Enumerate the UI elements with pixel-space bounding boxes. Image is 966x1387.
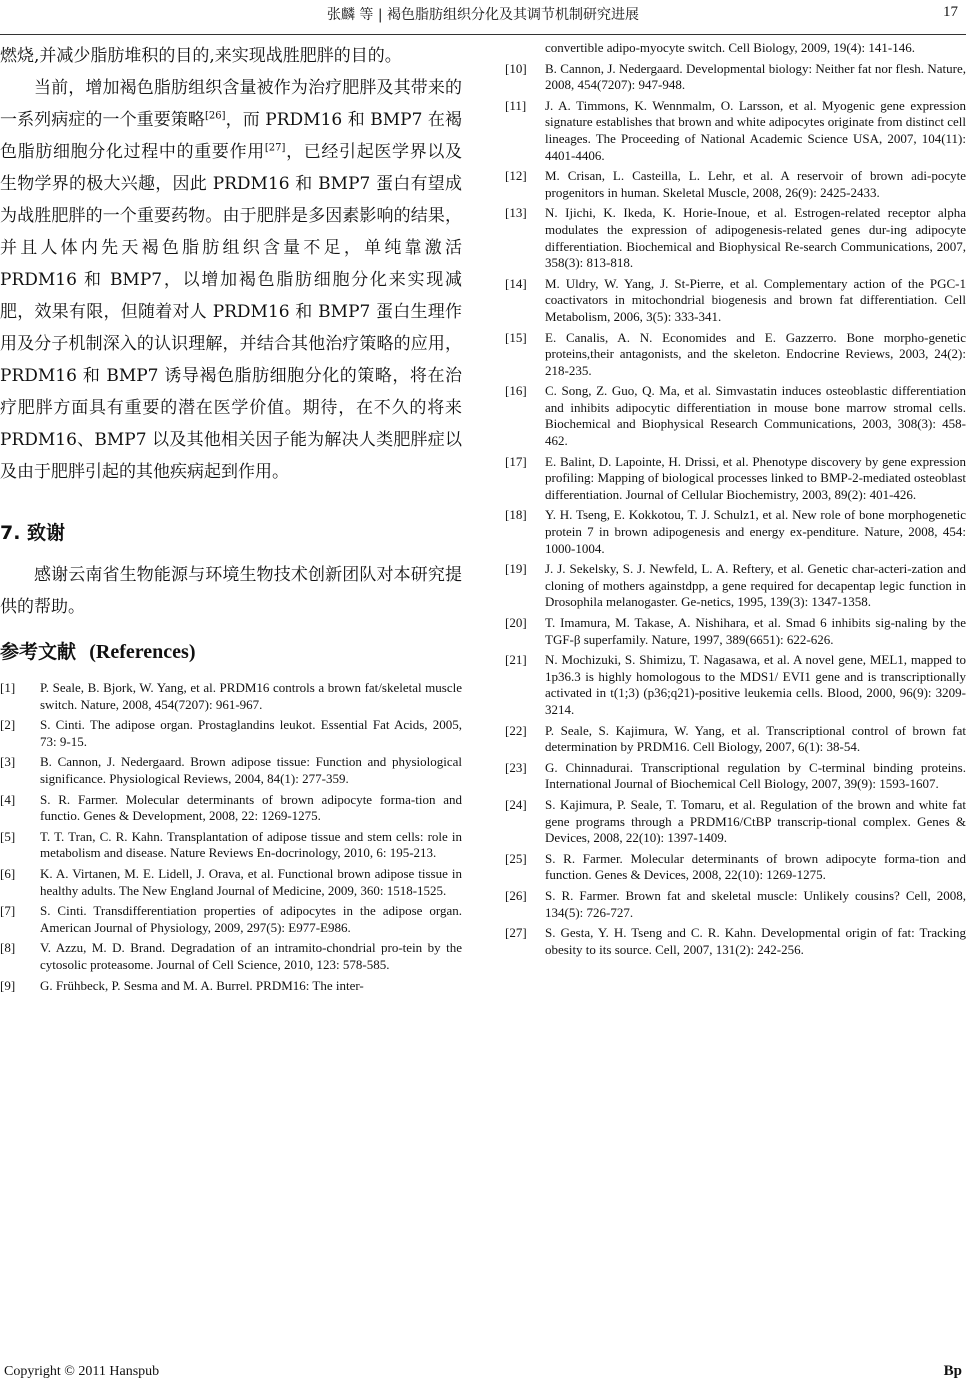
right-column — [505, 40, 966, 962]
reference-number: [22] — [505, 722, 527, 738]
reference-number: [4] — [0, 791, 16, 807]
reference-number: [23] — [505, 759, 527, 775]
reference-item — [0, 940, 462, 973]
reference-text: M. Uldry, W. Yang, J. St-Pierre, et al. Complementary action of the PGC-1 coactivators in mitochondrial biogenesis and brown fat differentiation. Cell Metabolism, 2006, 3(5): 333-341. — [545, 275, 966, 324]
paragraph-text: 当前，增加褐色脂肪组织含量被作为治疗肥胖及其带来的一系列病症的一个重要策略 — [0, 78, 462, 130]
reference-number: [21] — [505, 652, 527, 668]
reference-number: [3] — [0, 754, 16, 770]
reference-item — [505, 168, 966, 201]
journal-code: Bp — [943, 1363, 962, 1379]
reference-item — [505, 888, 966, 921]
reference-text: V. Azzu, M. D. Brand. Degradation of an intramito-chondrial pro-tein by the cytosolic proteasome. Journal of Cell Science, 2010, 123: 578-585. — [40, 940, 462, 972]
reference-number: [18] — [505, 507, 527, 523]
reference-text: S. R. Farmer. Molecular determinants of brown adipocyte forma-tion and functio. Genes & Development, 2008, 22: 1269-1275. — [40, 791, 462, 824]
reference-text: J. A. Timmons, K. Wennmalm, O. Larsson, et al. Myogenic gene expression signature establishes that brown and white adipocytes originate from distinct cell lineages. The Proceeding of National Academic Science USA, 2007, 104(11): 4401-4406. — [545, 97, 966, 163]
reference-item — [505, 383, 966, 449]
reference-number: [9] — [0, 977, 16, 993]
reference-number: [26] — [505, 887, 527, 903]
reference-text: K. A. Virtanen, M. E. Lidell, J. Orava, et al. Functional brown adipose tissue in healthy adults. The New England Journal of Medicine, 2009, 360: 1518-1525. — [40, 865, 462, 898]
reference-text: S. Cinti. The adipose organ. Prostaglandins leukot. Essential Fat Acids, 2005, 73: 9-15. — [40, 717, 462, 749]
reference-item — [0, 978, 462, 995]
reference-item — [0, 866, 462, 899]
reference-text: S. Kajimura, P. Seale, T. Tomaru, et al. Regulation of the brown and white fat gene programs through a PRDM16/CtBP transcrip-tional complex. Genes & Devices, 2008, 22(10): 1397-1409. — [545, 796, 966, 846]
reference-item — [505, 723, 966, 756]
reference-number: [16] — [505, 383, 527, 399]
reference-text: S. Gesta, Y. H. Tseng and C. R. Kahn. Developmental origin of fat: Tracking obesity to its source. Cell, 2007, 131(2): 242-256. — [545, 925, 966, 957]
reference-text: T. Imamura, M. Takase, A. Nishihara, et al. Smad 6 inhibits sig-naling by the TGF-β superfamily. Nature, 1997, 389(6651): 622-626. — [545, 615, 966, 647]
paragraph-text: ，已经引起医学界以及生物学界的极大兴趣，因此 PRDM16 和 BMP7 蛋白有望成为战胜肥胖的一个重要药物。由于肥胖是多因素影响的结果，并且人体内先天褐色脂肪组织含量不足，单纯靠激活 PRDM16 和 BMP7，以增加褐色脂肪细胞分化来实现减肥，效果有限，但随着对人 PRDM16 和 BMP7 蛋白生理作用及分子机制深入的认识理解，并结合其他治疗策略的应用，PRDM16 和 BMP7 诱导褐色脂肪细胞分化的策略，将在治疗肥胖方面具有重要的潜在医学价值。期待，在不久的将来 PRDM16、BMP7 以及其他相关因子能为解决人类肥胖症以及由于肥胖引起的其他疾病起到作用。 — [0, 142, 463, 482]
reference-number: [7] — [0, 903, 16, 919]
reference-number: [14] — [505, 275, 527, 291]
reference-number: [24] — [505, 796, 527, 812]
references-heading-cn: 参考文献 — [0, 641, 77, 663]
reference-number: [19] — [505, 561, 527, 577]
reference-item — [505, 652, 966, 718]
citation-26[interactable]: [26] — [205, 110, 226, 122]
reference-number: [2] — [0, 717, 16, 733]
reference-number: [20] — [505, 615, 527, 630]
reference-text: convertible adipo-myocyte switch. Cell Biology, 2009, 19(4): 141-146. — [545, 40, 915, 55]
reference-number: [11] — [505, 97, 527, 113]
reference-text: E. Canalis, A. N. Economides and E. Gazzerro. Bone morpho-genetic proteins,their antagonists, and the skeleton. Endocrine Reviews, 2003, 24(2): 218-235. — [545, 329, 966, 378]
acknowledgement-text: 感谢云南省生物能源与环境生物技术创新团队对本研究提供的帮助。 — [0, 565, 462, 617]
reference-item — [0, 680, 462, 713]
reference-item — [0, 792, 462, 825]
reference-text: G. Frühbeck, P. Sesma and M. A. Burrel. PRDM16: The inter- — [40, 977, 364, 993]
reference-item — [0, 829, 462, 862]
reference-number: [15] — [505, 329, 527, 345]
reference-number: [17] — [505, 453, 527, 469]
reference-number: [8] — [0, 940, 16, 956]
page-footer — [0, 1361, 966, 1387]
references-heading — [0, 637, 462, 664]
reference-text: N. Ijichi, K. Ikeda, K. Horie-Inoue, et al. Estrogen-related receptor alpha modulates the expression of adipogenesis-related genes dur-ing adipocyte differentiation. Biochemical and Biophysical Re-search Communications, 2007, 358(3): 813-818. — [545, 205, 966, 271]
reference-number: [10] — [505, 60, 527, 76]
reference-item — [505, 615, 966, 648]
reference-item — [505, 851, 966, 884]
reference-item — [505, 61, 966, 94]
reference-number: [25] — [505, 850, 527, 866]
reference-item — [505, 454, 966, 504]
reference-text: Y. H. Tseng, E. Kokkotou, T. J. Schulz1, et al. New role of bone morphogenetic protein 7 in brown adipogenesis and energy ex-penditure. Nature, 2008, 454: 1000-1004. — [545, 507, 966, 556]
reference-item — [505, 330, 966, 380]
reference-item — [0, 717, 462, 750]
citation-27[interactable]: [27] — [264, 142, 286, 154]
reference-item — [505, 98, 966, 164]
reference-number: [5] — [0, 828, 16, 844]
acknowledgement-heading: 7. 致谢 — [0, 522, 66, 544]
copyright-notice: Copyright © 2011 Hanspub — [4, 1364, 160, 1379]
reference-number: [13] — [505, 205, 527, 221]
reference-item — [0, 754, 462, 787]
reference-text: S. R. Farmer. Brown fat and skeletal muscle: Unlikely cousins? Cell, 2008, 134(5): 726-727. — [545, 887, 966, 920]
reference-text: B. Cannon, J. Nedergaard. Brown adipose tissue: Function and physiological significance. Physiological Reviews, 2004, 84(1): 277-359. — [40, 754, 462, 786]
reference-item — [505, 925, 966, 958]
reference-item — [505, 40, 966, 57]
page-number: 17 — [943, 4, 958, 20]
reference-number: [1] — [0, 680, 16, 695]
reference-number: [12] — [505, 168, 527, 184]
reference-text: P. Seale, S. Kajimura, W. Yang, et al. Transcriptional control of brown fat determination by PRDM16. Cell Biology, 2007, 6(1): 38-54. — [545, 722, 966, 755]
reference-item — [505, 205, 966, 271]
reference-text: M. Crisan, L. Casteilla, L. Lehr, et al. A reservoir of brown adi-pocyte progenitors in human. Skeletal Muscle, 2008, 26(9): 2425-2433. — [545, 168, 966, 200]
reference-number: [27] — [505, 925, 527, 941]
reference-number: [6] — [0, 865, 16, 881]
reference-text: C. Song, Z. Guo, Q. Ma, et al. Simvastatin induces osteoblastic differentiation and inhibits adipocytic differentiation in mouse bone marrow stromal cells. Biochemical and Biophysical Research Communications, 2003, 308(3): 458-462. — [545, 383, 966, 449]
reference-item — [505, 797, 966, 847]
references-heading-en: (References) — [89, 641, 196, 663]
reference-list-left — [0, 680, 462, 994]
paragraph-text: ，而 PRDM16 和 BMP7 在褐色脂肪细胞分化过程中的重要作用 — [0, 110, 463, 162]
reference-item — [505, 507, 966, 557]
paragraph-strategy — [0, 72, 462, 488]
reference-text: G. Chinnadurai. Transcriptional regulation by C-terminal binding proteins. International Journal of Biochemical Cell Biology, 2007, 39(9): 1593-1607. — [545, 759, 966, 792]
page-header — [0, 0, 966, 35]
reference-text: B. Cannon, J. Nedergaard. Developmental biology: Neither fat nor flesh. Nature, 2008, 454(7207): 947-948. — [545, 60, 966, 93]
reference-text: P. Seale, B. Bjork, W. Yang, et al. PRDM16 controls a brown fat/skeletal muscle switch. Nature, 2008, 454(7207): 961-967. — [40, 680, 462, 712]
reference-item — [505, 561, 966, 611]
reference-text: S. R. Farmer. Molecular determinants of brown adipocyte forma-tion and function. Genes & Devices, 2008, 22(10): 1269-1275. — [545, 850, 966, 883]
reference-text: T. T. Tran, C. R. Kahn. Transplantation of adipose tissue and stem cells: role in metabolism and disease. Nature Reviews En-docrinology, 2010, 6: 195-213. — [40, 828, 462, 861]
paragraph-continuation: 燃烧,并减少脂肪堆积的目的,来实现战胜肥胖的目的。 — [0, 46, 402, 66]
reference-text: N. Mochizuki, S. Shimizu, T. Nagasawa, et al. A novel gene, MEL1, mapped to 1p36.3 is highly homologous to the MDS1/ EVI1 gene and is transcriptionally activated in t(1;3) (p36;q21)-positive leukemia cells. Blood, 2000, 96(9): 3209-3214. — [545, 652, 966, 717]
left-column — [0, 40, 462, 998]
reference-item — [505, 276, 966, 326]
reference-text: S. Cinti. Transdifferentiation properties of adipocytes in the adipose organ. American Journal of Physiology, 2009, 297(5): E977-E986. — [40, 903, 462, 935]
reference-item — [505, 760, 966, 793]
reference-list-right — [505, 40, 966, 958]
reference-text: J. J. Sekelsky, S. J. Newfeld, L. A. Reftery, et al. Genetic char-acteri-zation and cloning of mothers againstdpp, a gene required for decapentap legic function in Drosophila melanogaster. Ge-netics, 1995, 139(3): 1347-1358. — [545, 561, 966, 610]
reference-text: E. Balint, D. Lapointe, H. Drissi, et al. Phenotype discovery by gene expression profiling: Mapping of biological processes linked to BMP-2-mediated osteoblast differentiation. Journal of Cellular Biochemistry, 2003, 89(2): 401-426. — [545, 453, 966, 502]
reference-item — [0, 903, 462, 936]
running-title: 张麟 等 | 褐色脂肪组织分化及其调节机制研究进展 — [326, 7, 640, 23]
